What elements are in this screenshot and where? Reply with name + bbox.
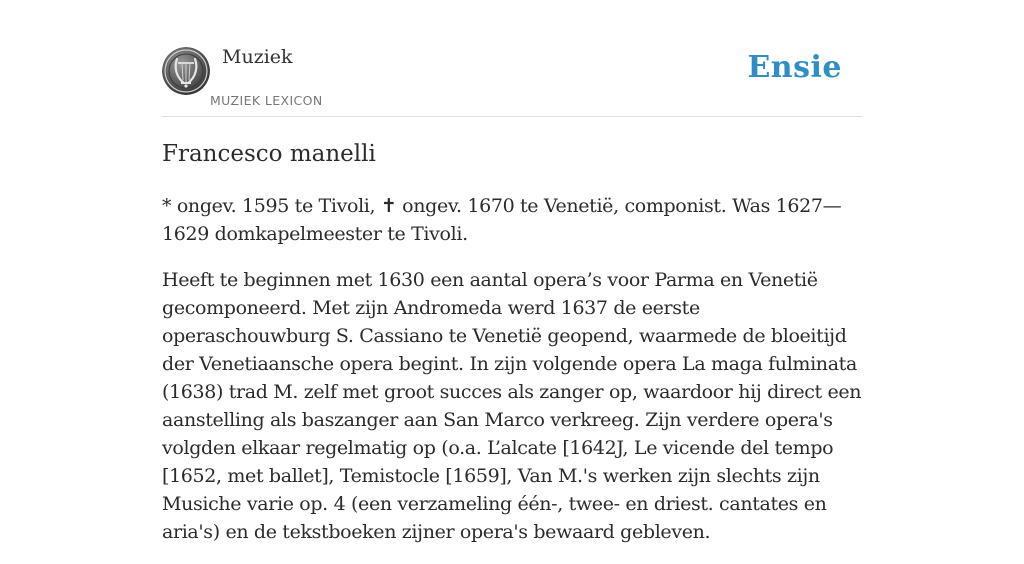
site-name[interactable]: Muziek <box>222 46 293 68</box>
brand-logo[interactable]: Ensie <box>747 50 842 85</box>
article-title: Francesco manelli <box>162 141 376 167</box>
article-paragraph: Heeft te beginnen met 1630 een aantal opera’s voor Parma en Venetië gecomponeerd. Met zijn Andromeda werd 1637 de eerste operaschouwburg S. Cassiano te Venetië geopend, waarmede de bloeitijd der Venetiaansche opera begint. In zijn volgende opera La maga fulminata (1638) trad M. zelf met groot succes als zanger op, waardoor hij direct een aanstelling als baszanger aan San Marco verkreeg. Zijn verdere opera's volgden elkaar regelmatig op (o.a. L’alcate [1642J, Le vicende del tempo [1652, met ballet], Temistocle [1659], Van M.'s werken zijn slechts zijn Musiche varie op. 4 (een verzameling één-, twee- en driest. cantates en aria's) en de tekstboeken zijner opera's bewaard gebleven. <box>162 269 862 543</box>
article-paragraph: * ongev. 1595 te Tivoli, ✝ ongev. 1670 te Venetië, componist. Was 1627— 1629 domkapelmeester te Tivoli. <box>162 195 842 245</box>
article-body <box>162 192 862 564</box>
page <box>162 0 862 543</box>
lyre-medallion-icon[interactable] <box>162 47 210 95</box>
site-subtitle: MUZIEK LEXICON <box>210 93 323 108</box>
site-header <box>162 0 862 117</box>
